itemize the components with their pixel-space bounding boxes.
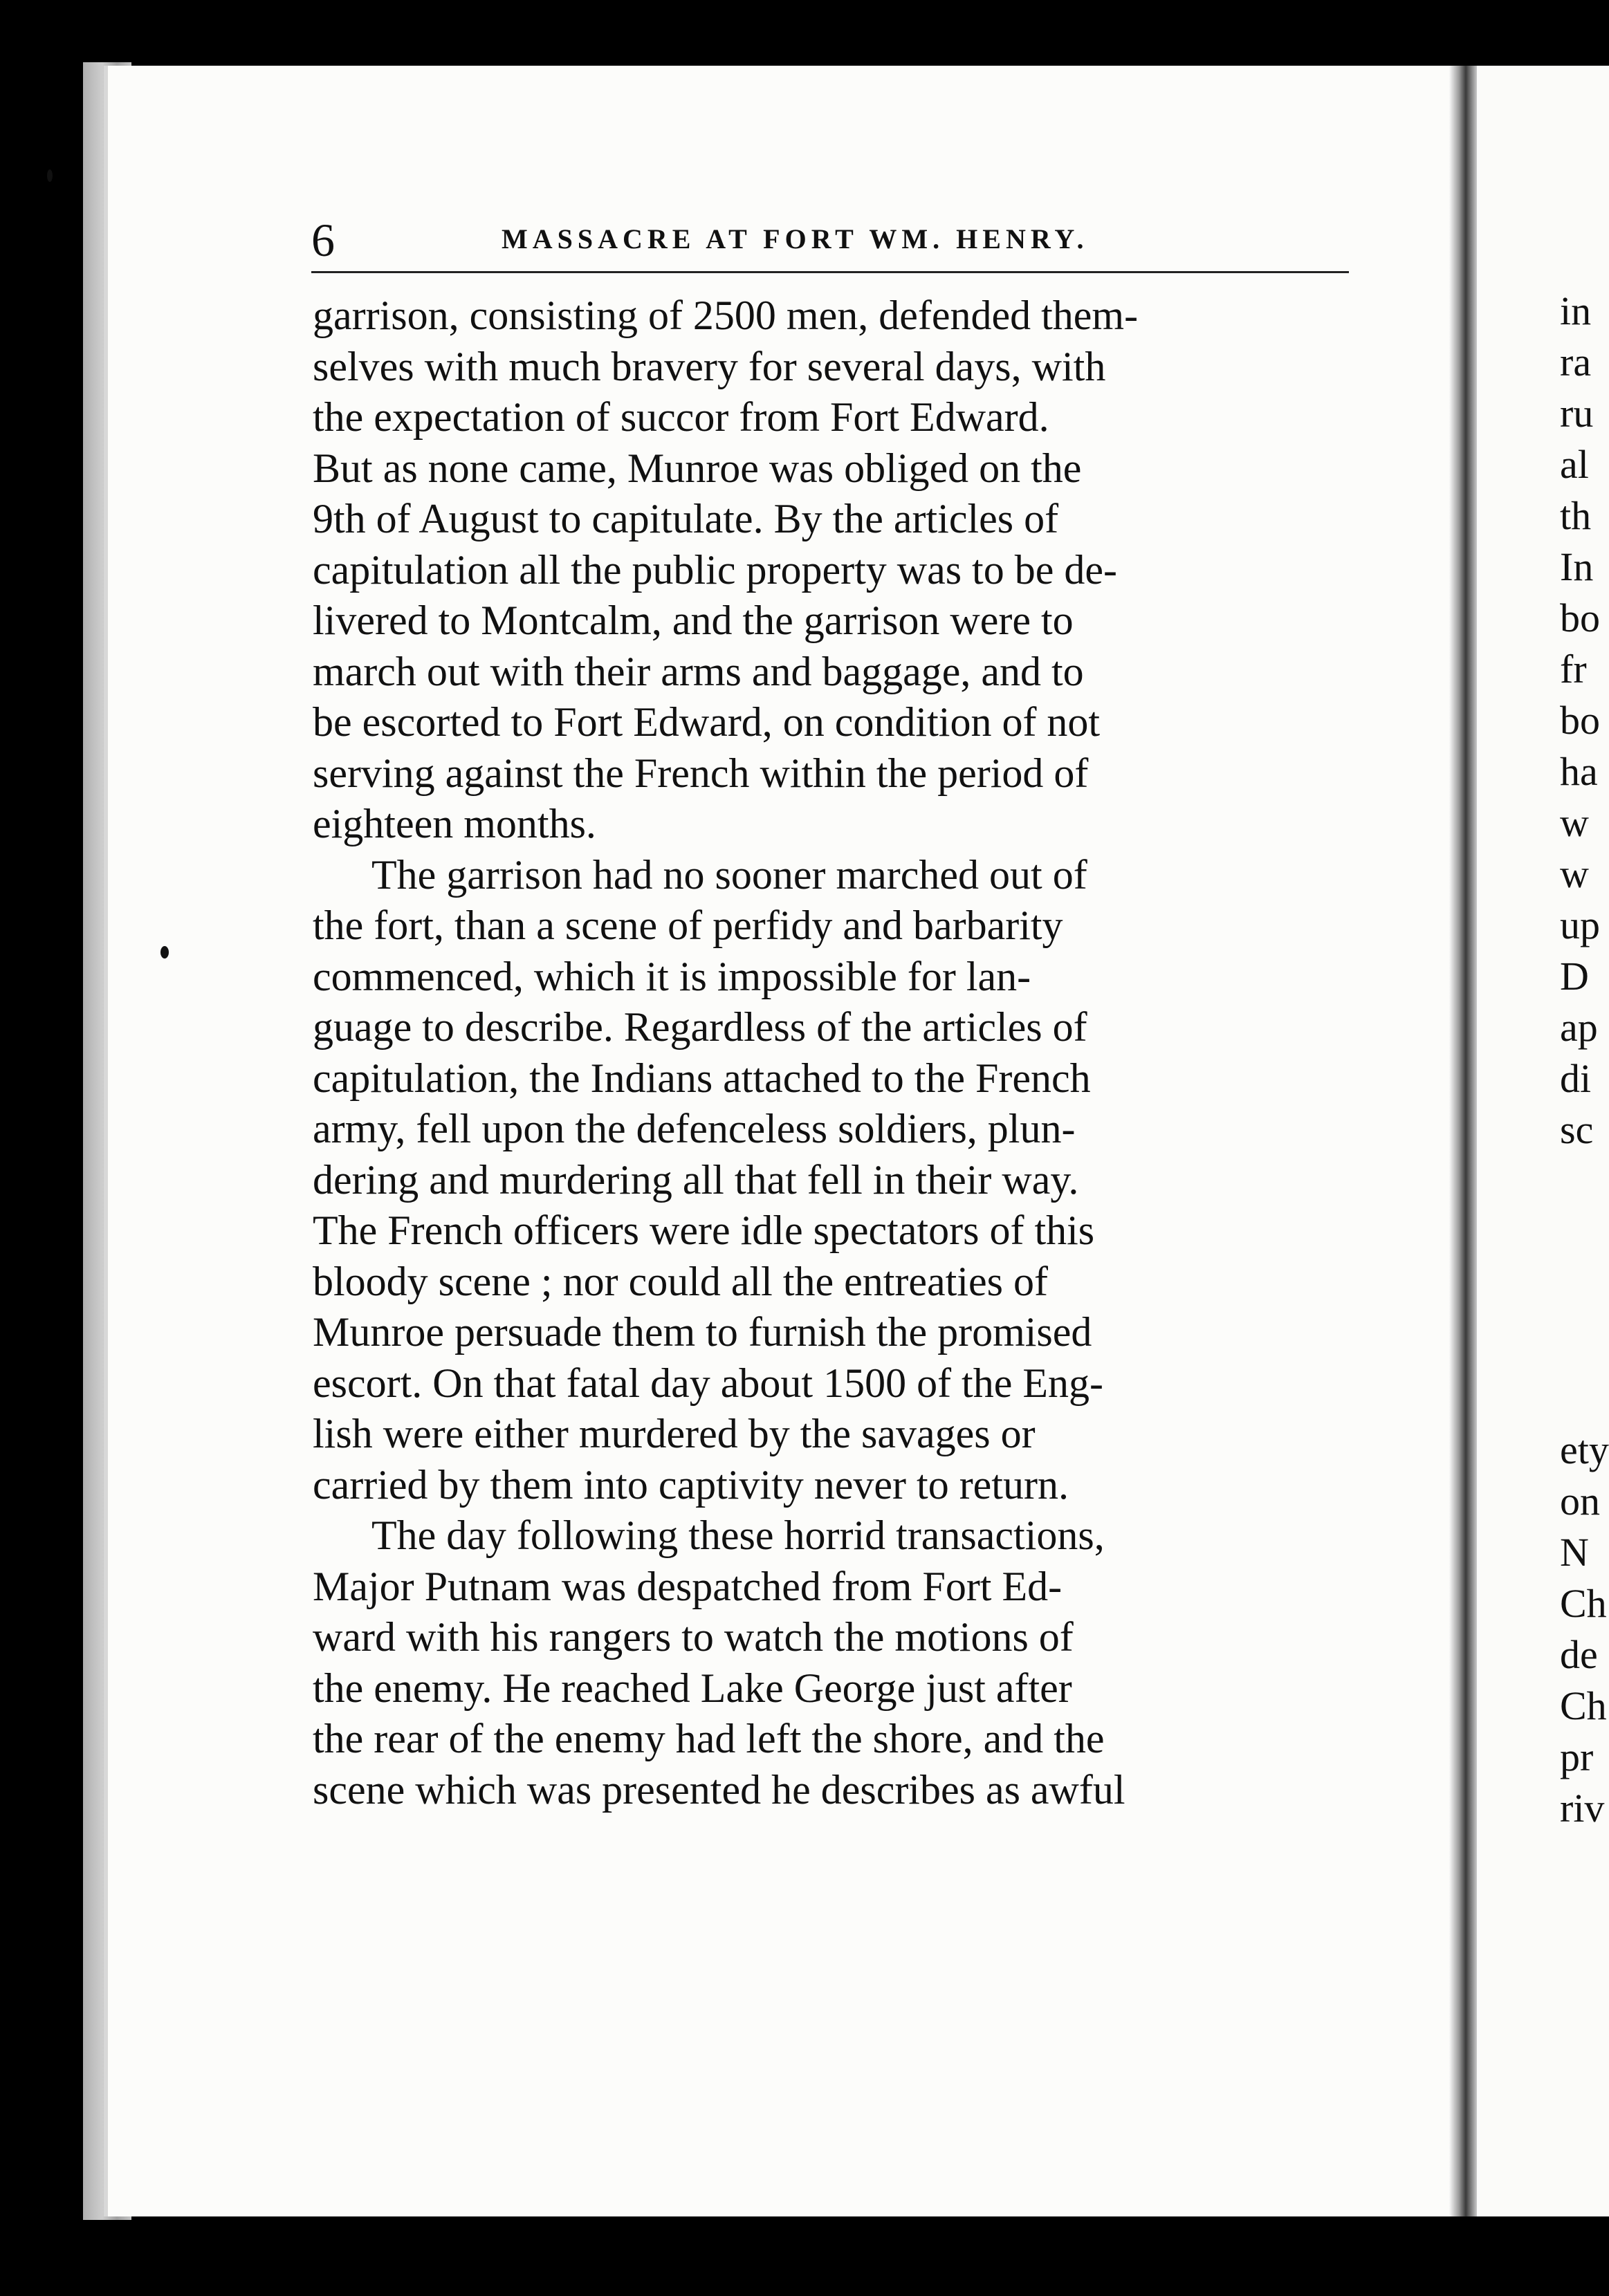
next-page-fragment: fr xyxy=(1560,647,1587,692)
text-line: lish were either murdered by the savages or xyxy=(313,1411,1036,1456)
next-page-fragment: riv xyxy=(1560,1786,1605,1831)
next-page-fragment: sc xyxy=(1560,1107,1594,1152)
next-page-fragment: bo xyxy=(1560,595,1600,640)
next-page-fragment: al xyxy=(1560,442,1589,487)
next-page-fragment: In xyxy=(1560,544,1594,589)
book-gutter xyxy=(1449,66,1477,2216)
next-page-fragment: ap xyxy=(1560,1005,1598,1050)
next-page-edge xyxy=(1477,66,1609,2216)
next-page-fragment: de xyxy=(1560,1632,1598,1677)
page-number: 6 xyxy=(311,214,335,266)
next-page-fragment: up xyxy=(1560,902,1600,947)
text-line: the fort, than a scene of perfidy and barbarity xyxy=(313,902,1063,948)
text-line: The day following these horrid transactions, xyxy=(371,1512,1105,1558)
next-page-fragment: N xyxy=(1560,1530,1589,1575)
next-page-fragment: bo xyxy=(1560,698,1600,743)
next-page-fragment: w xyxy=(1560,800,1589,845)
next-page-fragment: in xyxy=(1560,288,1592,333)
text-line: Munroe persuade them to furnish the promised xyxy=(313,1309,1092,1355)
next-page-fragment: on xyxy=(1560,1479,1600,1524)
text-line: march out with their arms and baggage, and to xyxy=(313,648,1084,694)
next-page-fragment: di xyxy=(1560,1056,1592,1101)
text-line: bloody scene ; nor could all the entreaties of xyxy=(313,1258,1048,1304)
text-line: dering and murdering all that fell in their way. xyxy=(313,1156,1079,1203)
text-line: selves with much bravery for several days, with xyxy=(313,343,1106,389)
text-line: The French officers were idle spectators of this xyxy=(313,1207,1095,1253)
next-page-fragment: Ch xyxy=(1560,1683,1607,1728)
next-page-fragment: ety xyxy=(1560,1427,1609,1472)
text-line: 9th of August to capitulate. By the articles of xyxy=(313,496,1059,541)
text-line: The garrison had no sooner marched out of xyxy=(371,851,1087,898)
text-line: ward with his rangers to watch the motions of xyxy=(313,1614,1074,1660)
header-rule xyxy=(311,271,1349,273)
ink-speck xyxy=(47,169,53,182)
text-line: be escorted to Fort Edward, on condition of not xyxy=(313,699,1101,745)
text-line: livered to Montcalm, and the garrison were to xyxy=(313,598,1074,643)
text-line: capitulation all the public property was to be de- xyxy=(313,546,1117,593)
page-header xyxy=(311,213,1349,268)
text-line: serving against the French within the period of xyxy=(313,750,1089,796)
next-page-fragment: ru xyxy=(1560,391,1594,436)
body-text xyxy=(313,290,1371,1815)
text-line: the expectation of succor from Fort Edward. xyxy=(313,394,1049,440)
next-page-fragment: Ch xyxy=(1560,1581,1607,1626)
text-line: garrison, consisting of 2500 men, defended them- xyxy=(313,293,1139,338)
text-line: scene which was presented he describes as awful xyxy=(313,1766,1125,1813)
text-line: capitulation, the Indians attached to the French xyxy=(313,1055,1091,1101)
text-line: Major Putnam was despatched from Fort Ed- xyxy=(313,1563,1063,1609)
next-page-fragment: ha xyxy=(1560,749,1598,794)
text-line: army, fell upon the defenceless soldiers, plun- xyxy=(313,1106,1076,1151)
next-page-fragment: ra xyxy=(1560,340,1592,385)
text-line: guage to describe. Regardless of the articles of xyxy=(313,1004,1087,1050)
next-page-fragment: D xyxy=(1560,954,1589,999)
next-page-fragment: pr xyxy=(1560,1734,1594,1779)
text-line: escort. On that fatal day about 1500 of the Eng- xyxy=(313,1360,1103,1406)
text-line: eighteen months. xyxy=(313,801,596,846)
next-page-fragment: w xyxy=(1560,851,1589,896)
text-line: the enemy. He reached Lake George just after xyxy=(313,1665,1072,1711)
running-title: MASSACRE AT FORT WM. HENRY. xyxy=(502,223,1089,254)
next-page-fragment: th xyxy=(1560,493,1592,538)
text-line: But as none came, Munroe was obliged on the xyxy=(313,445,1082,491)
ink-speck xyxy=(160,946,169,959)
text-line: the rear of the enemy had left the shore, and the xyxy=(313,1716,1105,1761)
text-line: carried by them into captivity never to return. xyxy=(313,1461,1069,1508)
text-line: commenced, which it is impossible for lan- xyxy=(313,953,1031,999)
